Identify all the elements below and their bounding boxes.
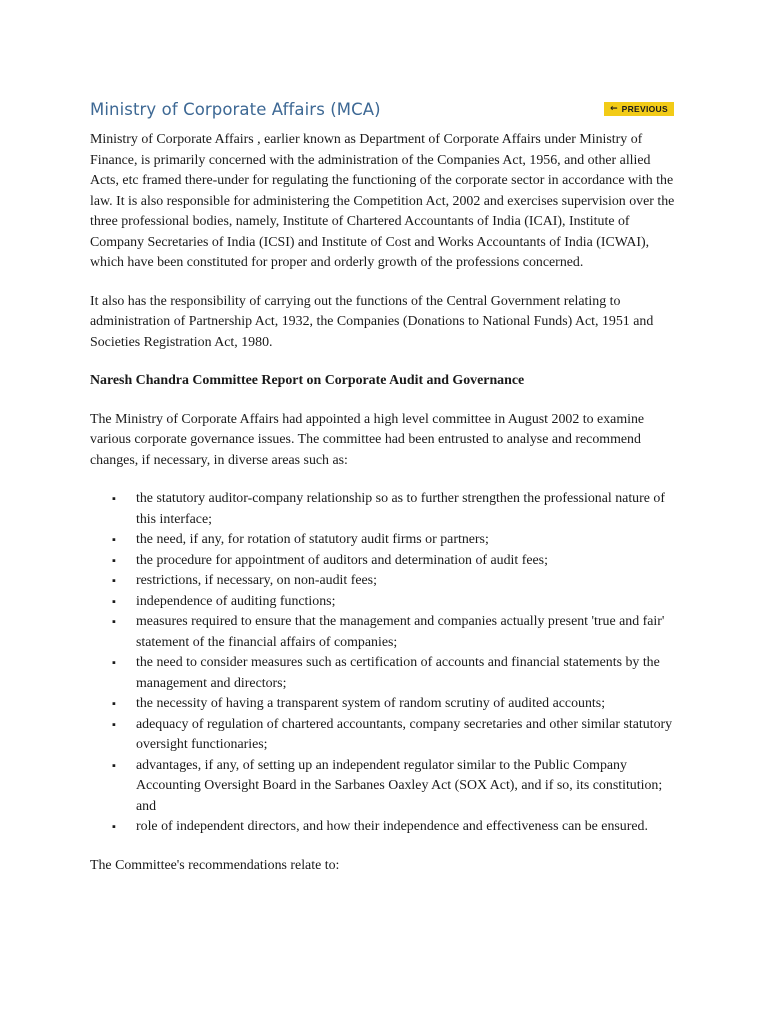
list-item: ▪ the statutory auditor-company relationship so as to further strengthen the professional nature of this interface; bbox=[90, 489, 682, 530]
document-body bbox=[90, 130, 682, 894]
committee-paragraph: The Ministry of Corporate Affairs had appointed a high level committee in August 2002 to examine various corporate governance issues. The committee had been entrusted to analyse and recommend changes, if necessary, in diverse areas such as: bbox=[90, 411, 645, 468]
list-item: ▪ the need to consider measures such as certification of accounts and financial statements by the management and directors; bbox=[90, 653, 682, 694]
list-item: ▪ role of independent directors, and how their independence and effectiveness can be ensured. bbox=[90, 817, 682, 838]
list-item: ▪ measures required to ensure that the management and companies actually present 'true and fair' statement of the financial affairs of companies; bbox=[90, 612, 682, 653]
list-item: ▪ restrictions, if necessary, on non-audit fees; bbox=[90, 571, 682, 592]
issues-list bbox=[90, 489, 682, 838]
list-item: ▪ adequacy of regulation of chartered accountants, company secretaries and other similar statutory oversight functionaries; bbox=[90, 715, 682, 756]
section-heading: Naresh Chandra Committee Report on Corporate Audit and Governance bbox=[90, 373, 525, 388]
previous-button-label: PREVIOUS bbox=[621, 104, 668, 114]
responsibility-paragraph: It also has the responsibility of carrying out the functions of the Central Government relating to administration of Partnership Act, 1932, the Companies (Donations to National Funds) Act, 1951 and Societies Registration Act, 1980. bbox=[90, 293, 654, 350]
list-item: ▪ the procedure for appointment of auditors and determination of audit fees; bbox=[90, 551, 682, 572]
list-item: ▪ advantages, if any, of setting up an independent regulator similar to the Public Company Accounting Oversight Board in the Sarbanes Oaxley Act (SOX Act), and if so, its constitution; and bbox=[90, 756, 682, 818]
page-header bbox=[90, 100, 680, 126]
intro-paragraph: Ministry of Corporate Affairs , earlier known as Department of Corporate Affairs under Ministry of Finance, is primarily concerned with the administration of the Companies Act, 1956, and other allied Acts, etc framed there-under for regulating the functioning of the corporate sector in accordance with the law. It is also responsible for administering the Competition Act, 2002 and exercises supervision over the three professional bodies, namely, Institute of Chartered Accountants of India (ICAI), Institute of Company Secretaries of India (ICSI) and Institute of Cost and Works Accountants of India (ICWAI), which have been constituted for proper and orderly growth of the professions concerned. bbox=[90, 132, 675, 270]
previous-button[interactable] bbox=[604, 102, 674, 116]
arrow-left-icon: ← bbox=[610, 104, 618, 114]
recommendations-paragraph: The Committee's recommendations relate to: bbox=[90, 857, 340, 873]
page-title: Ministry of Corporate Affairs (MCA) bbox=[90, 100, 381, 119]
list-item: ▪ the need, if any, for rotation of statutory audit firms or partners; bbox=[90, 530, 682, 551]
list-item: ▪ independence of auditing functions; bbox=[90, 592, 682, 613]
list-item: ▪ the necessity of having a transparent system of random scrutiny of audited accounts; bbox=[90, 694, 682, 715]
